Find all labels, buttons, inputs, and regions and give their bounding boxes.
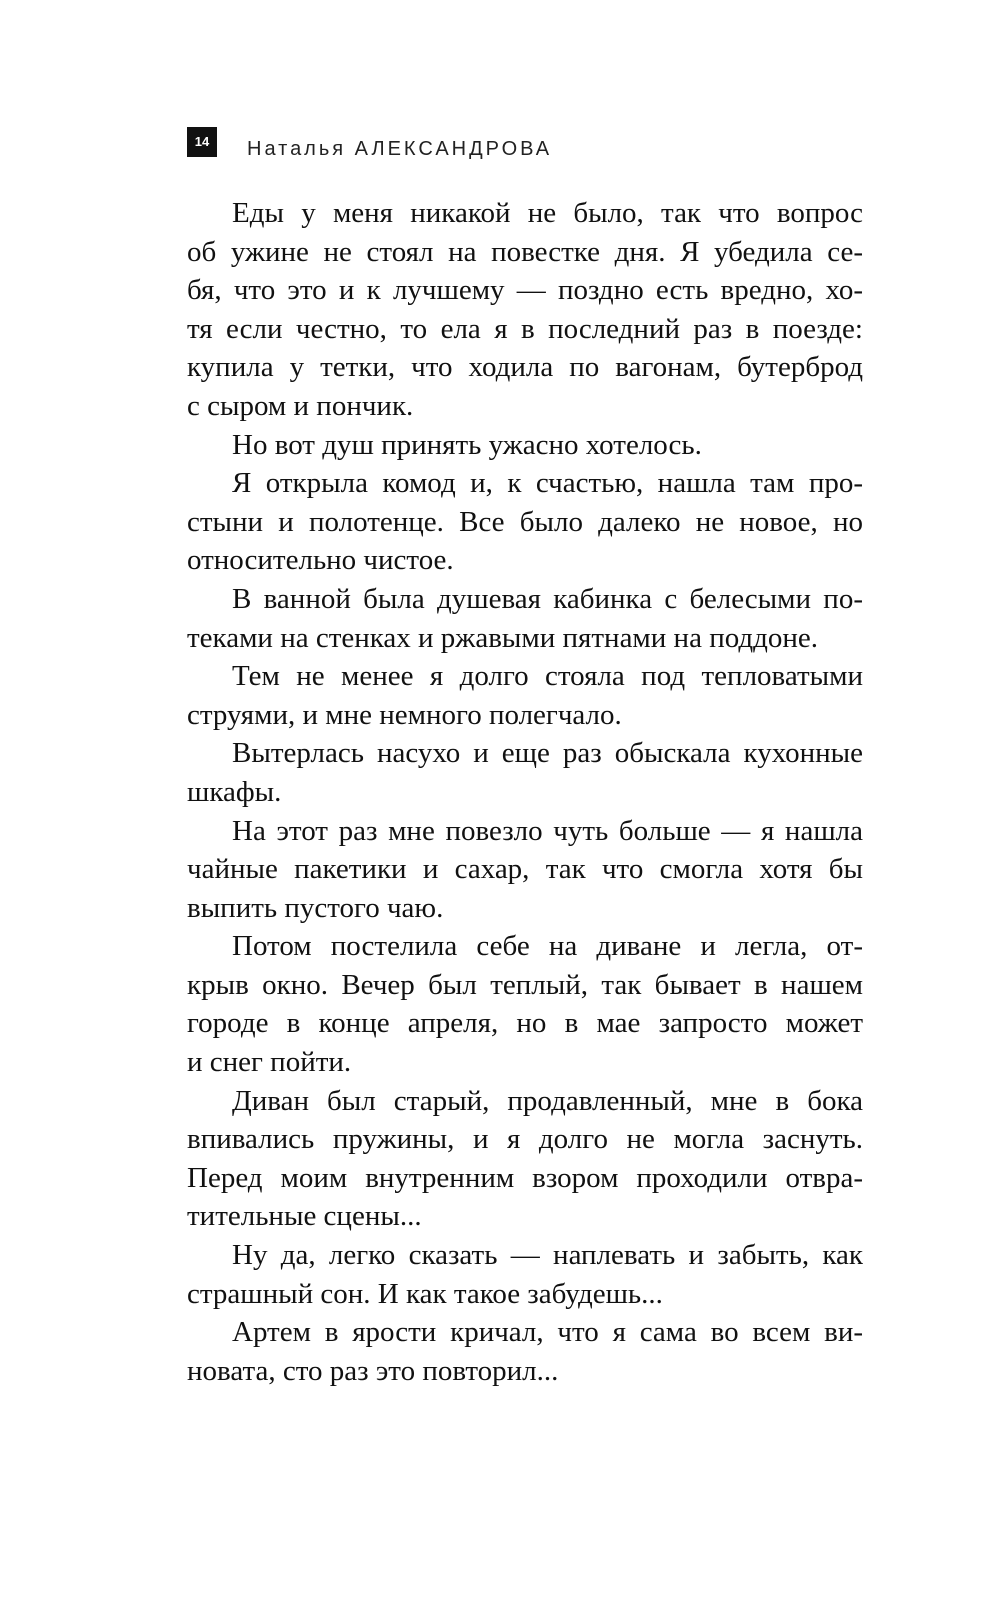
text-line: городе в конце апреля, но в мае запросто может	[187, 1007, 863, 1040]
text-line: страшный сон. И как такое забудешь...	[187, 1277, 663, 1310]
text-line: Потом постелила себе на диване и легла, от-	[232, 930, 863, 963]
text-line: Диван был старый, продавленный, мне в бока	[232, 1084, 863, 1117]
text-line: Тем не менее я долго стояла под тепловатыми	[232, 660, 863, 693]
page-number: 14	[187, 127, 217, 157]
text-line: Я открыла комод и, к счастью, нашла там про-	[232, 467, 863, 500]
text-line: На этот раз мне повезло чуть больше — я нашла	[232, 814, 863, 847]
paragraph	[187, 657, 863, 734]
text-line: чайные пакетики и сахар, так что смогла хотя бы	[187, 853, 863, 886]
text-line: тя если честно, то ела я в последний раз в поезде:	[187, 312, 863, 345]
text-line: Вытерлась насухо и еще раз обыскала кухонные	[232, 737, 863, 770]
text-line: крыв окно. Вечер был теплый, так бывает в нашем	[187, 968, 863, 1001]
paragraph	[187, 1236, 863, 1313]
text-line: относительно чистое.	[187, 544, 454, 577]
text-line: В ванной была душевая кабинка с белесыми по-	[232, 582, 863, 615]
text-line: с сыром и пончик.	[187, 389, 414, 422]
paragraph	[187, 426, 863, 465]
text-line: шкафы.	[187, 775, 282, 808]
text-line: Но вот душ принять ужасно хотелось.	[232, 428, 702, 461]
text-line: струями, и мне немного полегчало.	[187, 698, 622, 731]
text-line: об ужине не стоял на повестке дня. Я убедила се-	[187, 235, 863, 268]
text-line: и снег пойти.	[187, 1046, 352, 1079]
text-line: бя, что это и к лучшему — поздно есть вредно, хо-	[187, 274, 863, 307]
paragraph	[187, 1082, 863, 1236]
text-line: теками на стенках и ржавыми пятнами на поддоне.	[187, 621, 819, 654]
body-text	[187, 194, 863, 1390]
running-head-author	[247, 137, 552, 161]
author-first-name: Наталья	[247, 138, 347, 160]
text-line: Ну да, легко сказать — наплевать и забыть, как	[232, 1239, 863, 1272]
text-line: купила у тетки, что ходила по вагонам, бутерброд	[187, 351, 863, 384]
text-line: новата, сто раз это повторил...	[187, 1354, 559, 1387]
paragraph	[187, 194, 863, 426]
text-line: выпить пустого чаю.	[187, 891, 444, 924]
text-line: Артем в ярости кричал, что я сама во всем ви-	[232, 1316, 863, 1349]
text-line: Перед моим внутренним взором проходили отвра-	[187, 1161, 863, 1194]
paragraph	[187, 1313, 863, 1390]
text-line: тительные сцены...	[187, 1200, 422, 1233]
paragraph	[187, 927, 863, 1081]
text-line: впивались пружины, и я долго не могла заснуть.	[187, 1123, 863, 1156]
text-line: стыни и полотенце. Все было далеко не новое, но	[187, 505, 863, 538]
paragraph	[187, 580, 863, 657]
paragraph	[187, 734, 863, 811]
paragraph	[187, 464, 863, 580]
text-line: Еды у меня никакой не было, так что вопрос	[232, 197, 863, 229]
author-last-name: АЛЕКСАНДРОВА	[354, 138, 553, 160]
paragraph	[187, 812, 863, 928]
